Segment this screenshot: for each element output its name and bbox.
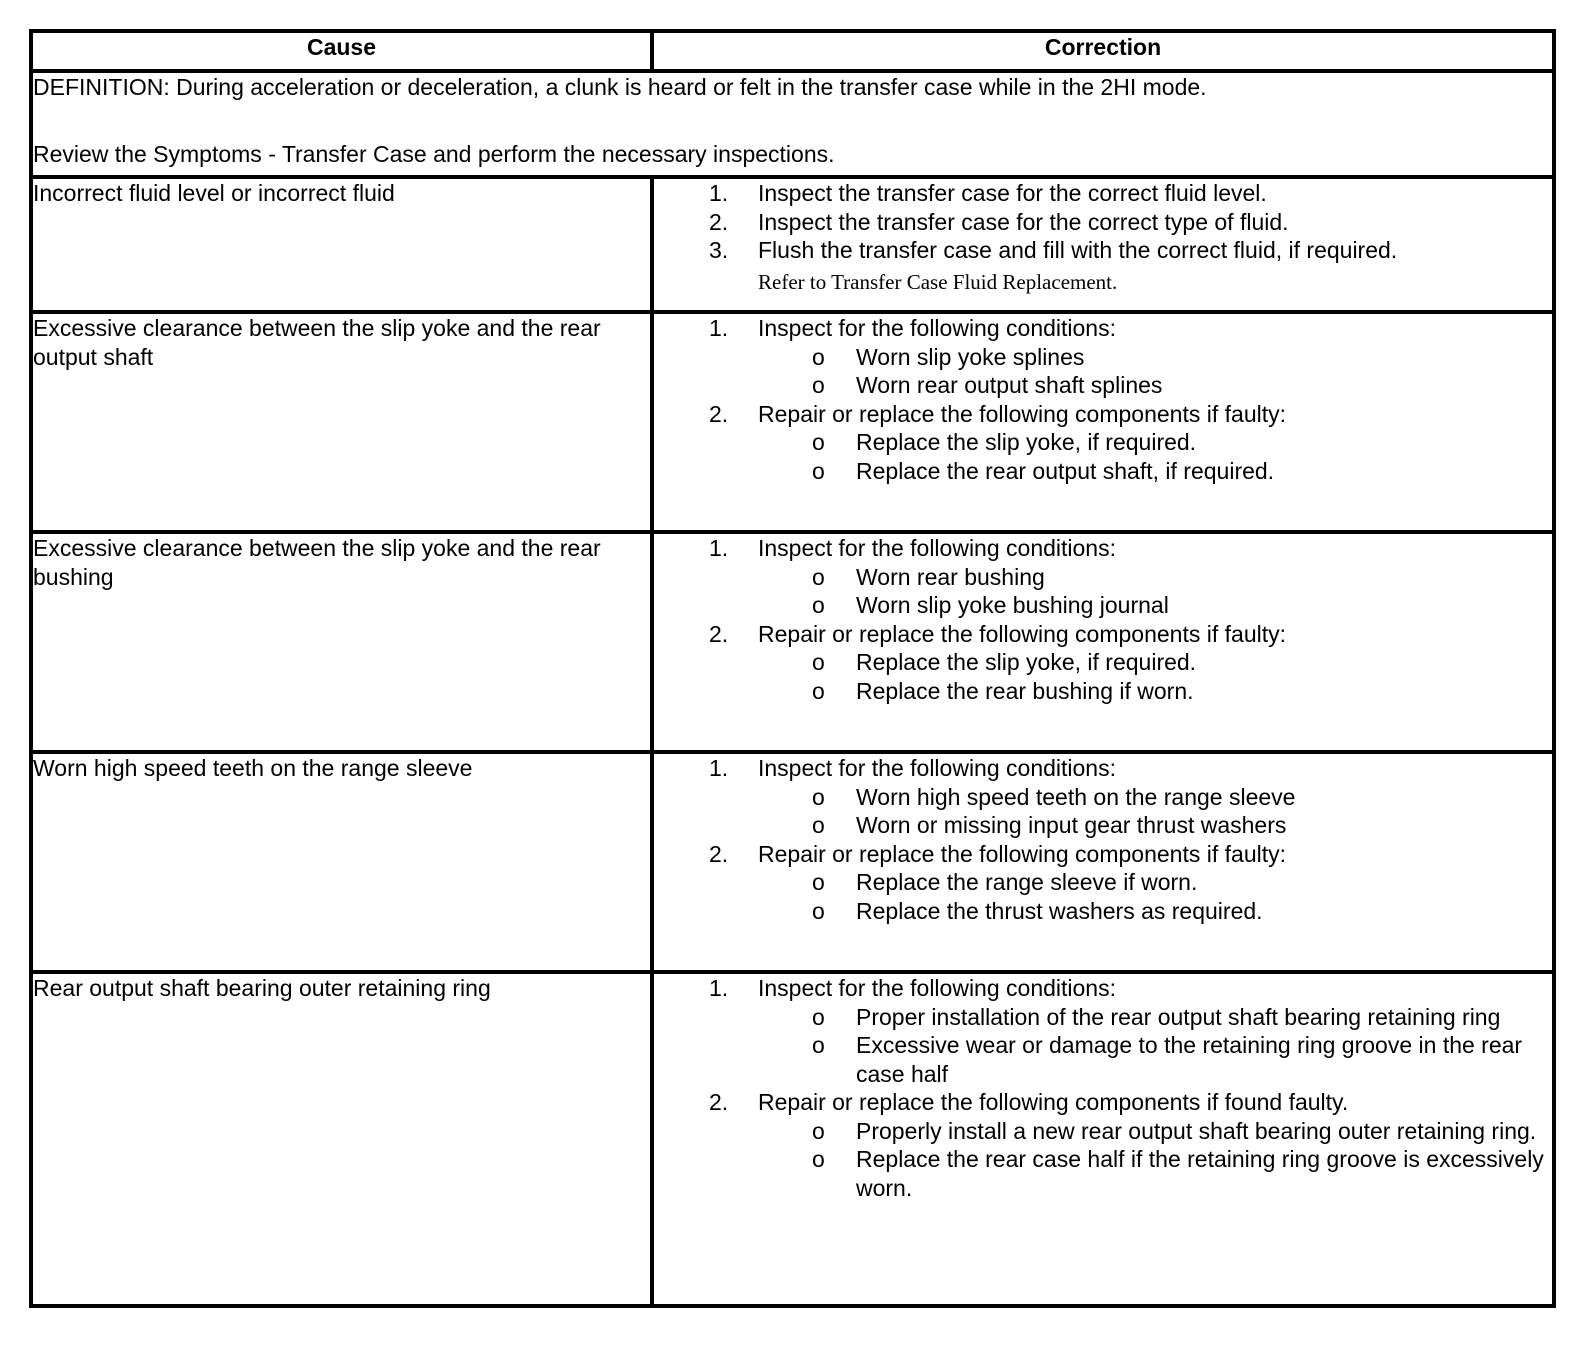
correction-cell	[652, 752, 1554, 972]
sub-item-text: Proper installation of the rear output shaft bearing retaining ring	[856, 1003, 1501, 1030]
sub-item	[812, 677, 1552, 706]
step-text: Flush the transfer case and fill with the correct fluid, if required.	[758, 237, 1398, 263]
cause-cell: Incorrect fluid level or incorrect fluid	[31, 177, 652, 312]
step-number: 1.	[709, 975, 729, 1001]
step-text: Repair or replace the following components if faulty:	[758, 400, 1287, 427]
correction-steps	[654, 974, 1552, 1202]
sub-item-text: Worn slip yoke splines	[856, 343, 1085, 370]
table-row	[31, 312, 1554, 532]
step-text: Inspect for the following conditions:	[758, 535, 1116, 561]
step-number: 1.	[709, 315, 729, 341]
sub-item-list	[758, 343, 1552, 400]
reference-link-text: Refer to Transfer Case Fluid Replacement.	[758, 269, 1118, 294]
circle-bullet-icon: o	[812, 649, 825, 675]
sub-item-text: Worn rear output shaft splines	[856, 372, 1163, 398]
correction-step	[654, 314, 1552, 400]
circle-bullet-icon: o	[812, 1146, 825, 1172]
sub-item-list	[758, 428, 1552, 485]
table-row	[31, 972, 1554, 1306]
sub-item-text: Replace the rear bushing if worn.	[856, 677, 1194, 704]
step-text: Inspect for the following conditions:	[758, 755, 1116, 781]
circle-bullet-icon: o	[812, 897, 825, 924]
correction-cell	[652, 177, 1554, 312]
sub-item-text: Worn rear bushing	[856, 563, 1045, 590]
sub-item-text: Replace the rear output shaft, if required.	[856, 457, 1275, 484]
sub-item-text: Properly install a new rear output shaft bearing outer retaining ring.	[856, 1117, 1537, 1144]
sub-item	[812, 428, 1552, 457]
sub-item	[812, 1145, 1552, 1202]
correction-steps	[654, 754, 1552, 925]
circle-bullet-icon: o	[812, 812, 825, 838]
sub-item-text: Worn slip yoke bushing journal	[856, 592, 1169, 618]
sub-item	[812, 783, 1552, 812]
header-row	[31, 31, 1554, 71]
correction-step	[654, 208, 1552, 237]
table-row	[31, 752, 1554, 972]
step-text: Inspect for the following conditions:	[758, 315, 1116, 341]
circle-bullet-icon: o	[812, 1032, 825, 1058]
circle-bullet-icon: o	[812, 343, 825, 370]
correction-step	[654, 754, 1552, 840]
correction-step	[654, 400, 1552, 486]
step-text: Repair or replace the following components if faulty:	[758, 620, 1287, 647]
step-number: 1.	[709, 535, 729, 561]
table-row	[31, 532, 1554, 752]
correction-steps	[654, 314, 1552, 485]
definition-row	[31, 71, 1554, 177]
step-number: 2.	[709, 1089, 729, 1115]
sub-item-text: Worn high speed teeth on the range sleeve	[856, 783, 1296, 810]
definition-cell	[31, 71, 1554, 177]
circle-bullet-icon: o	[812, 563, 825, 590]
sub-item	[812, 457, 1552, 486]
correction-step	[654, 179, 1552, 208]
step-text: Repair or replace the following components if faulty:	[758, 840, 1287, 867]
sub-item-list	[758, 868, 1552, 925]
correction-step	[654, 974, 1552, 1088]
circle-bullet-icon: o	[812, 1117, 825, 1144]
correction-cell	[652, 532, 1554, 752]
sub-item	[812, 1003, 1552, 1032]
sub-item	[812, 591, 1552, 620]
correction-column-header: Correction	[652, 31, 1554, 71]
step-text: Inspect for the following conditions:	[758, 975, 1116, 1001]
cause-cell: Excessive clearance between the slip yoke and the rear bushing	[31, 532, 652, 752]
circle-bullet-icon: o	[812, 783, 825, 810]
sub-item-text: Replace the slip yoke, if required.	[856, 649, 1197, 675]
cause-cell: Excessive clearance between the slip yoke and the rear output shaft	[31, 312, 652, 532]
correction-cell	[652, 972, 1554, 1306]
circle-bullet-icon: o	[812, 429, 825, 455]
circle-bullet-icon: o	[812, 457, 825, 484]
correction-step	[654, 236, 1552, 296]
correction-cell	[652, 312, 1554, 532]
sub-item	[812, 811, 1552, 840]
correction-steps	[654, 179, 1552, 296]
table-row	[31, 177, 1554, 312]
sub-item-text: Worn or missing input gear thrust washers	[856, 812, 1287, 838]
cause-cell: Rear output shaft bearing outer retaining ring	[31, 972, 652, 1306]
sub-item-text: Replace the slip yoke, if required.	[856, 429, 1197, 455]
step-text: Inspect the transfer case for the correct type of fluid.	[758, 208, 1289, 235]
sub-item	[812, 1117, 1552, 1146]
step-text: Inspect the transfer case for the correct fluid level.	[758, 180, 1267, 206]
cause-cell: Worn high speed teeth on the range sleeve	[31, 752, 652, 972]
circle-bullet-icon: o	[812, 1003, 825, 1030]
sub-item-list	[758, 783, 1552, 840]
sub-item	[812, 563, 1552, 592]
sub-item-list	[758, 1117, 1552, 1203]
cause-column-header: Cause	[31, 31, 652, 71]
step-number: 2.	[709, 208, 729, 235]
circle-bullet-icon: o	[812, 592, 825, 618]
sub-item-text: Replace the rear case half if the retaining ring groove is excessively worn.	[856, 1146, 1544, 1201]
sub-item-list	[758, 563, 1552, 620]
sub-item	[812, 1031, 1552, 1088]
step-text: Repair or replace the following components if found faulty.	[758, 1089, 1349, 1115]
definition-text: DEFINITION: During acceleration or deceleration, a clunk is heard or felt in the transfer case while in the 2HI mode.	[33, 74, 1207, 100]
diagnosis-table	[29, 29, 1556, 1308]
review-instruction-text: Review the Symptoms - Transfer Case and perform the necessary inspections.	[33, 140, 835, 167]
circle-bullet-icon: o	[812, 677, 825, 704]
sub-item-text: Excessive wear or damage to the retaining ring groove in the rear case half	[856, 1032, 1523, 1087]
step-number: 2.	[709, 840, 729, 867]
correction-step	[654, 620, 1552, 706]
step-number: 2.	[709, 400, 729, 427]
sub-item-text: Replace the range sleeve if worn.	[856, 869, 1198, 895]
sub-item-text: Replace the thrust washers as required.	[856, 897, 1263, 924]
correction-steps	[654, 534, 1552, 705]
sub-item	[812, 648, 1552, 677]
circle-bullet-icon: o	[812, 372, 825, 398]
sub-item	[812, 371, 1552, 400]
correction-step	[654, 1088, 1552, 1202]
correction-step	[654, 534, 1552, 620]
correction-step	[654, 840, 1552, 926]
sub-item-list	[758, 648, 1552, 705]
sub-item-list	[758, 1003, 1552, 1089]
step-number: 1.	[709, 180, 729, 206]
sub-item	[812, 897, 1552, 926]
circle-bullet-icon: o	[812, 869, 825, 895]
step-number: 2.	[709, 620, 729, 647]
sub-item	[812, 343, 1552, 372]
sub-item	[812, 868, 1552, 897]
step-number: 3.	[709, 237, 729, 263]
step-number: 1.	[709, 755, 729, 781]
